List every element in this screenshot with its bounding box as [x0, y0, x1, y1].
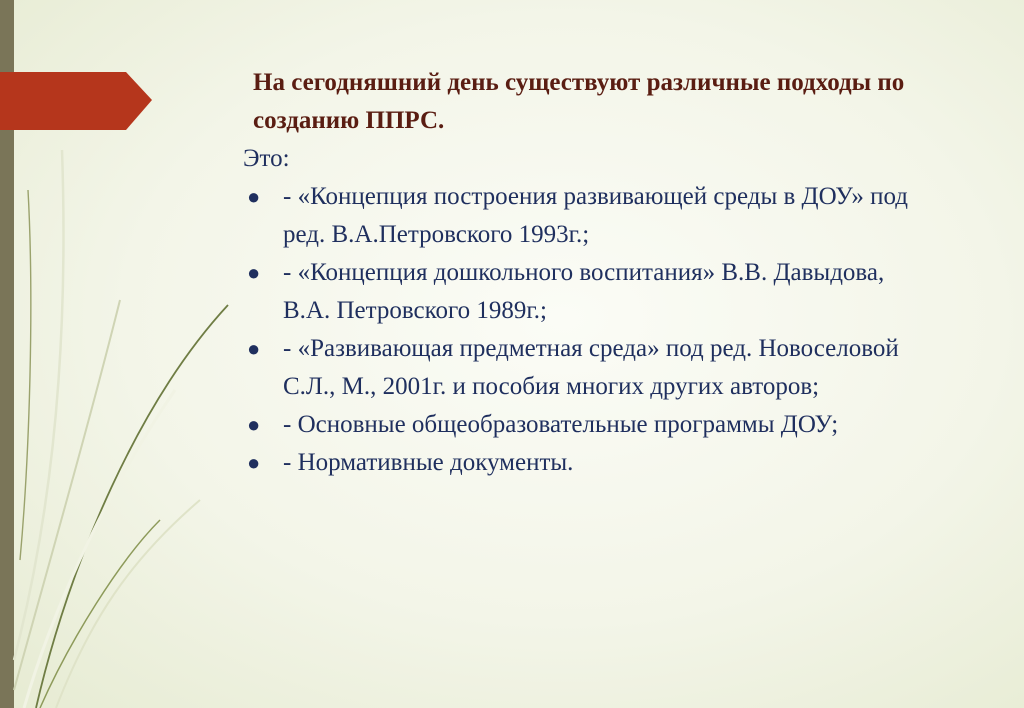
bullet-dot-icon: ● — [247, 336, 261, 361]
arrow-marker-icon — [0, 72, 152, 130]
list-item-text: - Нормативные документы. — [283, 449, 574, 476]
slide-heading: На сегодняшний день существуют различные подходы по созданию ППРС. — [253, 69, 905, 134]
bullet-dot-icon: ● — [247, 450, 261, 475]
list-item — [243, 330, 933, 406]
slide-content — [243, 64, 933, 482]
list-item-text: - «Развивающая предметная среда» под ред. Новоселовой С.Л., М., 2001г. и пособия многих других авторов; — [283, 335, 899, 400]
bullet-list — [243, 178, 933, 482]
bullet-dot-icon: ● — [247, 412, 261, 437]
list-item-text: - Основные общеобразовательные программы ДОУ; — [283, 411, 839, 438]
bullet-dot-icon: ● — [247, 184, 261, 209]
grass-stroke — [14, 150, 64, 660]
list-item-text: - «Концепция построения развивающей среды в ДОУ» под ред. В.А.Петровского 1993г.; — [283, 183, 908, 248]
list-item — [243, 444, 933, 482]
intro-text: Это: — [243, 145, 290, 172]
decorative-grass-strokes — [0, 0, 260, 708]
list-item-text: - «Концепция дошкольного воспитания» В.В. Давыдова, В.А. Петровского 1989г.; — [283, 259, 885, 324]
grass-stroke — [20, 190, 31, 560]
grass-stroke — [56, 500, 200, 708]
list-item — [243, 254, 933, 330]
list-item — [243, 406, 933, 444]
list-item — [243, 178, 933, 254]
grass-stroke — [24, 390, 175, 708]
bullet-dot-icon: ● — [247, 260, 261, 285]
